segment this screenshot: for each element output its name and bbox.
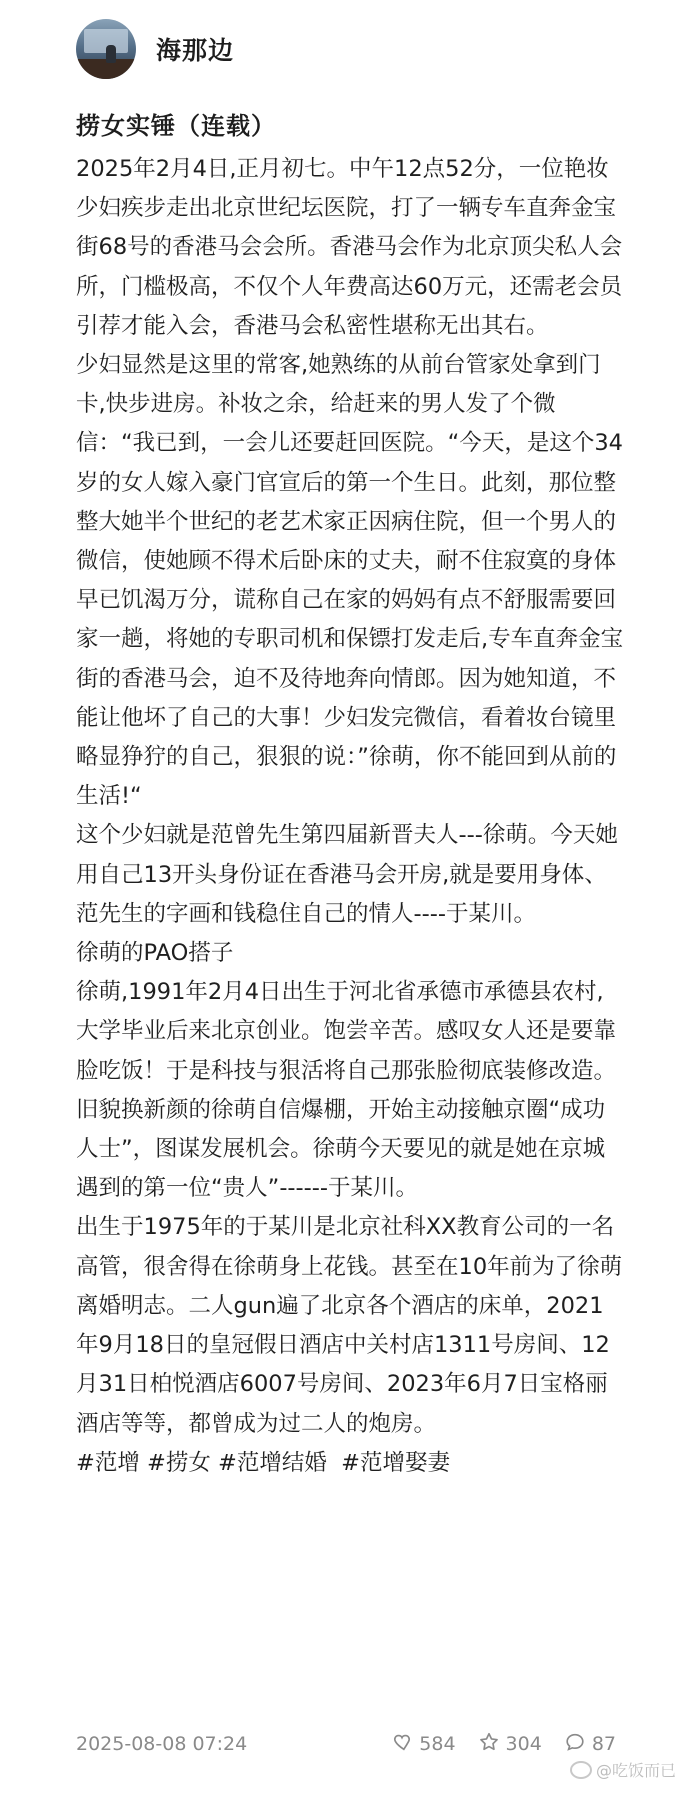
watermark-text: @吃饭而已 [595,1761,676,1780]
post-timestamp: 2025-08-08 07:24 [76,1733,248,1755]
paragraph: 出生于1975年的于某川是北京社科XX教育公司的一名高管，很舍得在徐萌身上花钱。甚至在10年前为了徐萌离婚明志。二人gun遍了北京各个酒店的床单，2021年9月18日的皇冠假日酒店中关村店1311号房间、12月31日柏悦酒店6007号房间、2023年6月7日宝格丽酒店等等，都曾成为过二人的炮房。 [76,1214,623,1437]
like-count: 584 [419,1733,456,1755]
comment-icon [564,1731,586,1758]
paragraph: 这个少妇就是范曾先生第四届新晋夫人---徐萌。今天她用自己13开头身份证在香港马会开房,就是要用身体、范先生的字画和钱稳住自己的情人----于某川。 [76,822,618,927]
avatar[interactable] [76,19,136,79]
comment-count: 87 [591,1733,616,1755]
post-header [76,18,234,80]
paragraph: 少妇显然是这里的常客,她熟练的从前台管家处拿到门卡,快步进房。补妆之余，给赶来的男人发了个微信：“我已到，一会儿还要赶回医院。“今天，是这个34岁的女人嫁入豪门官宣后的第一个生日。此刻，那位整整大她半个世纪的老艺术家正因病住院，但一个男人的微信，使她顾不得术后卧床的丈夫，耐不住寂寞的身体早已饥渴万分，谎称自己在家的妈妈有点不舒服需要回家一趟，将她的专职司机和保镖打发走后,专车直奔金宝街的香港马会，迫不及待地奔向情郎。因为她知道，不能让他坏了自己的大事！少妇发完微信，看着妆台镜里略显狰狞的自己，狠狠的说：”徐萌，你不能回到从前的生活!“ [76,352,624,810]
hashtags[interactable]: #范增 #捞女 #范增结婚 #范增娶妻 [76,1449,451,1476]
author-name[interactable]: 海那边 [156,36,235,65]
star-icon [478,1731,500,1758]
comment-button[interactable] [564,1731,616,1758]
paragraph: 2025年2月4日,正月初七。中午12点52分，一位艳妆少妇疾步走出北京世纪坛医院，打了一辆专车直奔金宝街68号的香港马会会所。香港马会作为北京顶尖私人会所，门槛极高，不仅个人年费高达60万元，还需老会员引荐才能入会，香港马会私密性堪称无出其右。 [76,156,623,339]
post-footer [76,1724,616,1764]
favorite-count: 304 [505,1733,542,1755]
heart-icon [391,1731,413,1758]
like-button[interactable] [391,1731,455,1758]
post-content [76,150,624,1483]
watermark [570,1758,676,1781]
post-title: 捞女实锤（连载） [76,112,276,140]
favorite-button[interactable] [478,1731,542,1758]
paragraph: 徐萌的PAO搭子 [76,940,234,967]
post-stats [391,1731,616,1758]
weibo-icon [570,1761,592,1779]
paragraph: 徐萌,1991年2月4日出生于河北省承德市承德县农村,大学毕业后来北京创业。饱尝辛苦。感叹女人还是要靠脸吃饭！于是科技与狠活将自己那张脸彻底装修改造。旧貌换新颜的徐萌自信爆棚，开始主动接触京圈“成功人士”，图谋发展机会。徐萌今天要见的就是她在京城遇到的第一位“贵人”------于某川。 [76,979,617,1202]
